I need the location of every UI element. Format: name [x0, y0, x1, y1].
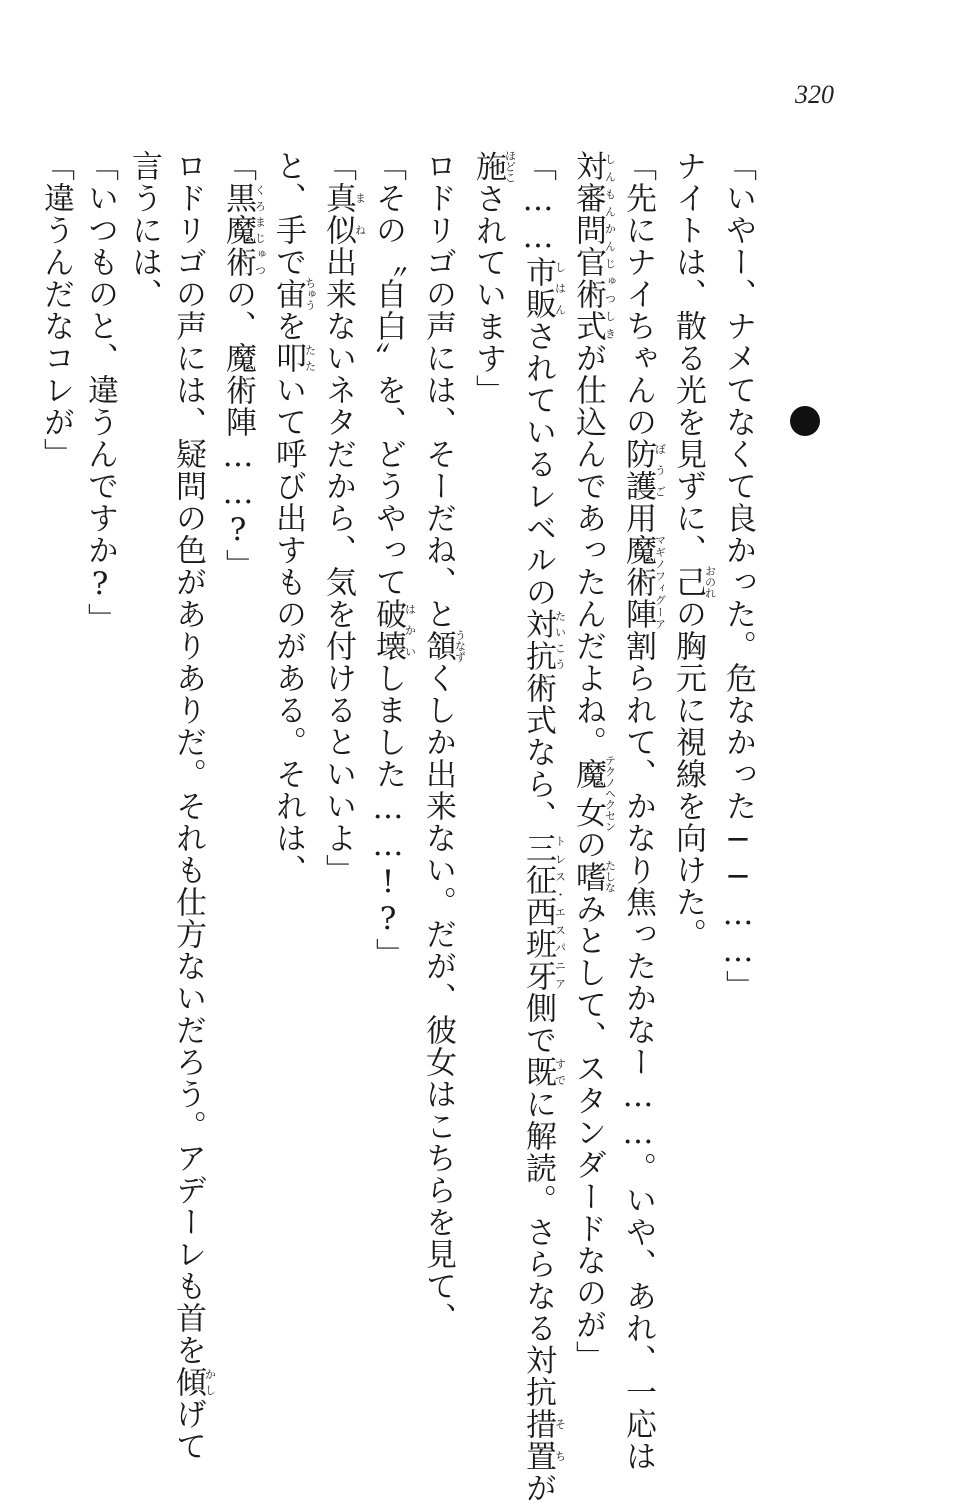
ruby-text: しんもんかんじゅつしき [603, 150, 617, 342]
text-line: 言うには、 [126, 150, 162, 310]
section-marker-dot [790, 406, 820, 436]
text-line: 「先にナイちゃんの防護ぼうご用魔術陣マギノフィグーア割られて、かなり焦ったかなー……。いや、あれ、一応は [620, 150, 667, 1472]
text-line: 「……市販しはんされているレベルの対抗たいこう術式なら、三征西班牙トレス・エスパニア側で既すでに解読。さらなる対抗措置そちが [520, 150, 567, 1504]
ruby-text: テクノヘクセン [603, 754, 617, 832]
ruby-text: うなず [453, 629, 467, 663]
ruby-text: マギノフィグーア [653, 534, 667, 630]
text-line: と、手で宙ちゅうを叩たたいて呼び出すものがある。それは、 [270, 150, 317, 886]
ruby-text: そち [553, 1408, 567, 1472]
ruby-text: かし [203, 1366, 217, 1398]
ruby-text: ぼうご [653, 438, 667, 502]
ruby-text: しはん [553, 256, 567, 320]
ruby-text: たいこう [553, 608, 567, 672]
text-line: 「黒魔術くろまじゅつの、魔術陣……?」 [220, 150, 267, 581]
ruby-text: たた [303, 342, 317, 374]
text-line: ナイトは、散る光を見ずに、己おのれの胸元に視線を向けた。 [670, 150, 717, 950]
text-line: 対審問官術式しんもんかんじゅつしきが仕込んであったんだよね。魔女テクノヘクセンの嗜たしなみとして、スタンダードなのが」 [570, 150, 617, 1373]
text-line: 施ほどこされています」 [470, 150, 517, 407]
ruby-text: すで [553, 1056, 567, 1088]
ruby-text: たしな [603, 860, 617, 893]
ruby-text: はかい [403, 598, 417, 662]
text-line: ロドリゴの声には、疑問の色がありありだ。それも仕方ないだろう。アデーレも首を傾かしげて [170, 150, 217, 1462]
text-line: 「いやー、ナメてなくて良かった。危なかった──……」 [720, 150, 756, 1002]
ruby-text: おのれ [703, 565, 717, 599]
ruby-text: トレス・エスパニア [553, 832, 567, 992]
text-line: 「真似まね出来ないネタだから、気を付けるといいよ」 [320, 150, 367, 886]
text-line: 「違うんだなコレが」 [38, 150, 74, 470]
text-line: 「その〝自白〟を、どうやって破壊はかいしました……!?」 [370, 150, 417, 970]
ruby-text: まね [353, 182, 367, 246]
ruby-text: ちゅう [303, 277, 317, 311]
page-number: 320 [795, 80, 834, 109]
ruby-text: くろまじゅつ [253, 182, 267, 278]
novel-text-body [34, 150, 760, 1504]
text-line: 「いつものと、違うんですか?」 [82, 150, 118, 635]
text-line: ロドリゴの声には、そーだね、と頷うなずくしか出来ない。だが、彼女はこちらを見て、 [420, 150, 467, 1334]
ruby-text: ほどこ [503, 150, 517, 183]
